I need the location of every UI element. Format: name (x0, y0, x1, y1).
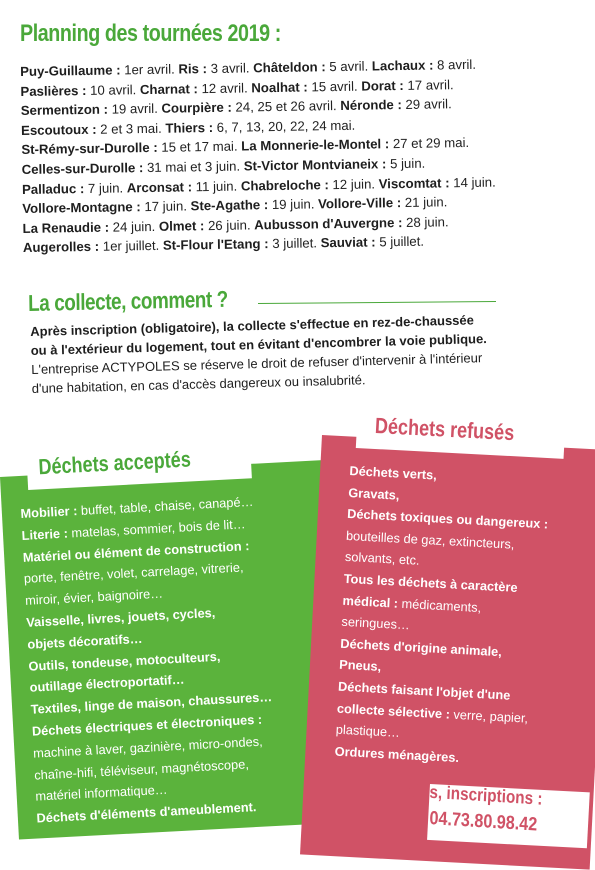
town-name: Aubusson d'Auvergne : (254, 214, 403, 233)
town-name: Charnat : (139, 80, 198, 97)
town-name: St-Rémy-sur-Durolle : (21, 140, 158, 158)
tour-date: 31 mai et 3 juin. (143, 158, 244, 176)
tour-date: 28 juin. (402, 214, 449, 230)
collecte-description (30, 308, 562, 398)
town-name: Sermentizon : (20, 101, 109, 119)
tour-date: 7 juin. (84, 179, 127, 196)
tour-date: 6, 7, 13, 20, 22, 24 mai. (212, 117, 356, 135)
item-label: collecte sélective : (336, 700, 451, 722)
list-item: Pneus, (338, 657, 382, 675)
list-item: Déchets faisant l'objet d'une (337, 678, 511, 703)
list-item: Outils, tondeuse, motoculteurs, (28, 648, 221, 674)
list-item: plastique… (335, 721, 401, 741)
item-detail: médicaments, (397, 595, 482, 615)
town-name: Dorat : (361, 77, 404, 94)
town-name: Noalhat : (251, 79, 308, 95)
tour-date: 5 juin. (386, 155, 426, 172)
town-name: Courpière : (161, 99, 232, 116)
tour-date: 24, 25 et 26 avril. (231, 98, 341, 115)
tour-date: 3 juillet. (268, 235, 321, 252)
town-name: Olmet : (158, 217, 205, 234)
tour-date: 12 avril. (197, 79, 252, 96)
town-name: La Renaudie : (22, 219, 110, 236)
list-item: Gravats, (347, 484, 400, 503)
item-detail: matelas, sommier, bois de lit… (67, 516, 246, 541)
tour-date: 1er juillet. (99, 238, 164, 255)
town-name: La Monnerie-le-Montel : (241, 136, 390, 154)
collecte-line: ou à l'extérieur du logement, tout en évitant d'encombrer la voie publique. (30, 331, 487, 358)
item-label: Literie : (21, 525, 69, 543)
town-name: Augerolles : (22, 239, 100, 256)
list-item: miroir, évier, baignoire… (24, 585, 164, 609)
list-item: seringues… (341, 613, 411, 633)
tour-date: 1er avril. (120, 61, 179, 78)
list-item: Tous les déchets à caractère (343, 570, 519, 595)
town-name: Puy-Guillaume : (20, 62, 121, 79)
infos-label: Infos, inscriptions : (401, 780, 543, 809)
town-name: Vollore-Montagne : (22, 199, 141, 217)
town-name: Châteldon : (253, 59, 326, 76)
item-detail: buffet, table, chaise, canapé… (76, 493, 254, 518)
list-item: Déchets d'éléments d'ameublement. (36, 799, 257, 826)
town-name: St-Flour l'Etang : (162, 236, 269, 254)
collecte-title: La collecte, comment ? (28, 285, 228, 316)
tour-schedule (20, 53, 583, 258)
list-item: machine à laver, gazinière, micro-ondes, (32, 733, 263, 761)
list-item: solvants, etc. (344, 549, 420, 569)
tour-date: 17 juin. (140, 198, 191, 215)
title-underline (258, 301, 496, 304)
list-item: outillage électroportatif… (29, 672, 185, 696)
tour-date: 26 juin. (204, 217, 255, 233)
list-item: Déchets électriques et électroniques : (31, 711, 263, 739)
list-item: Ordures ménagères. (334, 743, 460, 765)
town-name: Escoutoux : (20, 121, 97, 138)
list-item: chaîne-hifi, téléviseur, magnétoscope, (33, 755, 250, 783)
refused-title: Déchets refusés (374, 412, 515, 446)
town-name: Vollore-Ville : (317, 195, 402, 212)
town-name: Chabreloche : (240, 176, 329, 194)
collecte-line: L'entreprise ACTYPOLES se réserve le droit de refuser d'intervenir à l'intérieur (31, 350, 483, 377)
tour-date: 17 avril. (403, 76, 454, 93)
list-item: bouteilles de gaz, extincteurs, (345, 527, 515, 552)
refused-list (334, 460, 589, 774)
tour-date: 19 avril. (107, 100, 162, 117)
town-name: Néronde : (340, 97, 402, 114)
tour-date: 24 juin. (108, 218, 160, 235)
item-label: Mobilier : (20, 503, 78, 521)
tour-date: 12 juin. (328, 175, 379, 192)
tour-date: 15 avril. (307, 78, 362, 95)
collecte-line: d'une habitation, en cas d'accès dangereux ou insalubrité. (31, 372, 366, 396)
item-label: médical : (342, 592, 399, 611)
town-name: Viscomtat : (378, 174, 450, 191)
tour-date: 19 juin. (268, 196, 319, 213)
tour-date: 5 juillet. (375, 234, 425, 250)
list-item: Matériel ou élément de construction : (22, 537, 250, 565)
town-name: Celles-sur-Durolle : (21, 160, 144, 177)
tour-date: 15 et 17 mai. (157, 138, 242, 156)
tour-date: 11 juin. (191, 178, 242, 194)
tour-date: 2 et 3 mai. (96, 120, 166, 137)
list-item: porte, fenêtre, volet, carrelage, vitrerie, (23, 559, 244, 587)
town-name: Ste-Agathe : (190, 197, 269, 214)
town-name: Lachaux : (371, 57, 434, 74)
tour-date: 5 avril. (325, 58, 372, 75)
town-name: Thiers : (165, 119, 214, 136)
tour-date: 21 juin. (401, 194, 448, 211)
tour-date: 27 et 29 mai. (389, 135, 470, 152)
item-detail: verre, papier, (449, 706, 529, 726)
town-name: Sauviat : (320, 234, 376, 251)
town-name: Ris : (178, 61, 208, 77)
town-name: Palladuc : (21, 180, 85, 197)
list-item: Vaisselle, livres, jouets, cycles, (25, 604, 216, 630)
tour-date: 14 juin. (449, 174, 496, 190)
list-item: Déchets d'origine animale, (340, 635, 503, 659)
list-item: Textiles, linge de maison, chaussures… (30, 689, 273, 717)
accepted-title: Déchets acceptés (37, 446, 192, 480)
tour-date: 3 avril. (206, 60, 254, 77)
planning-title: Planning des tournées 2019 : (20, 20, 281, 47)
town-name: Arconsat : (126, 178, 193, 195)
collecte-line: Après inscription (obligatoire), la collecte s'effectue en rez-de-chaussée (30, 312, 475, 339)
town-name: Paslières : (20, 82, 87, 99)
list-item: Déchets toxiques ou dangereux : (346, 506, 549, 532)
tour-date: 29 avril. (401, 96, 452, 113)
tour-date: 10 avril. (86, 81, 141, 98)
accepted-list (20, 487, 337, 829)
list-item: Déchets verts, (349, 462, 438, 483)
list-item: objets décoratifs… (27, 630, 143, 652)
list-item: matériel informatique… (34, 782, 168, 804)
phone-number[interactable]: 04.73.80.98.42 (429, 808, 538, 836)
town-name: St-Victor Montvianeix : (243, 156, 387, 174)
tour-date: 8 avril. (433, 56, 477, 73)
